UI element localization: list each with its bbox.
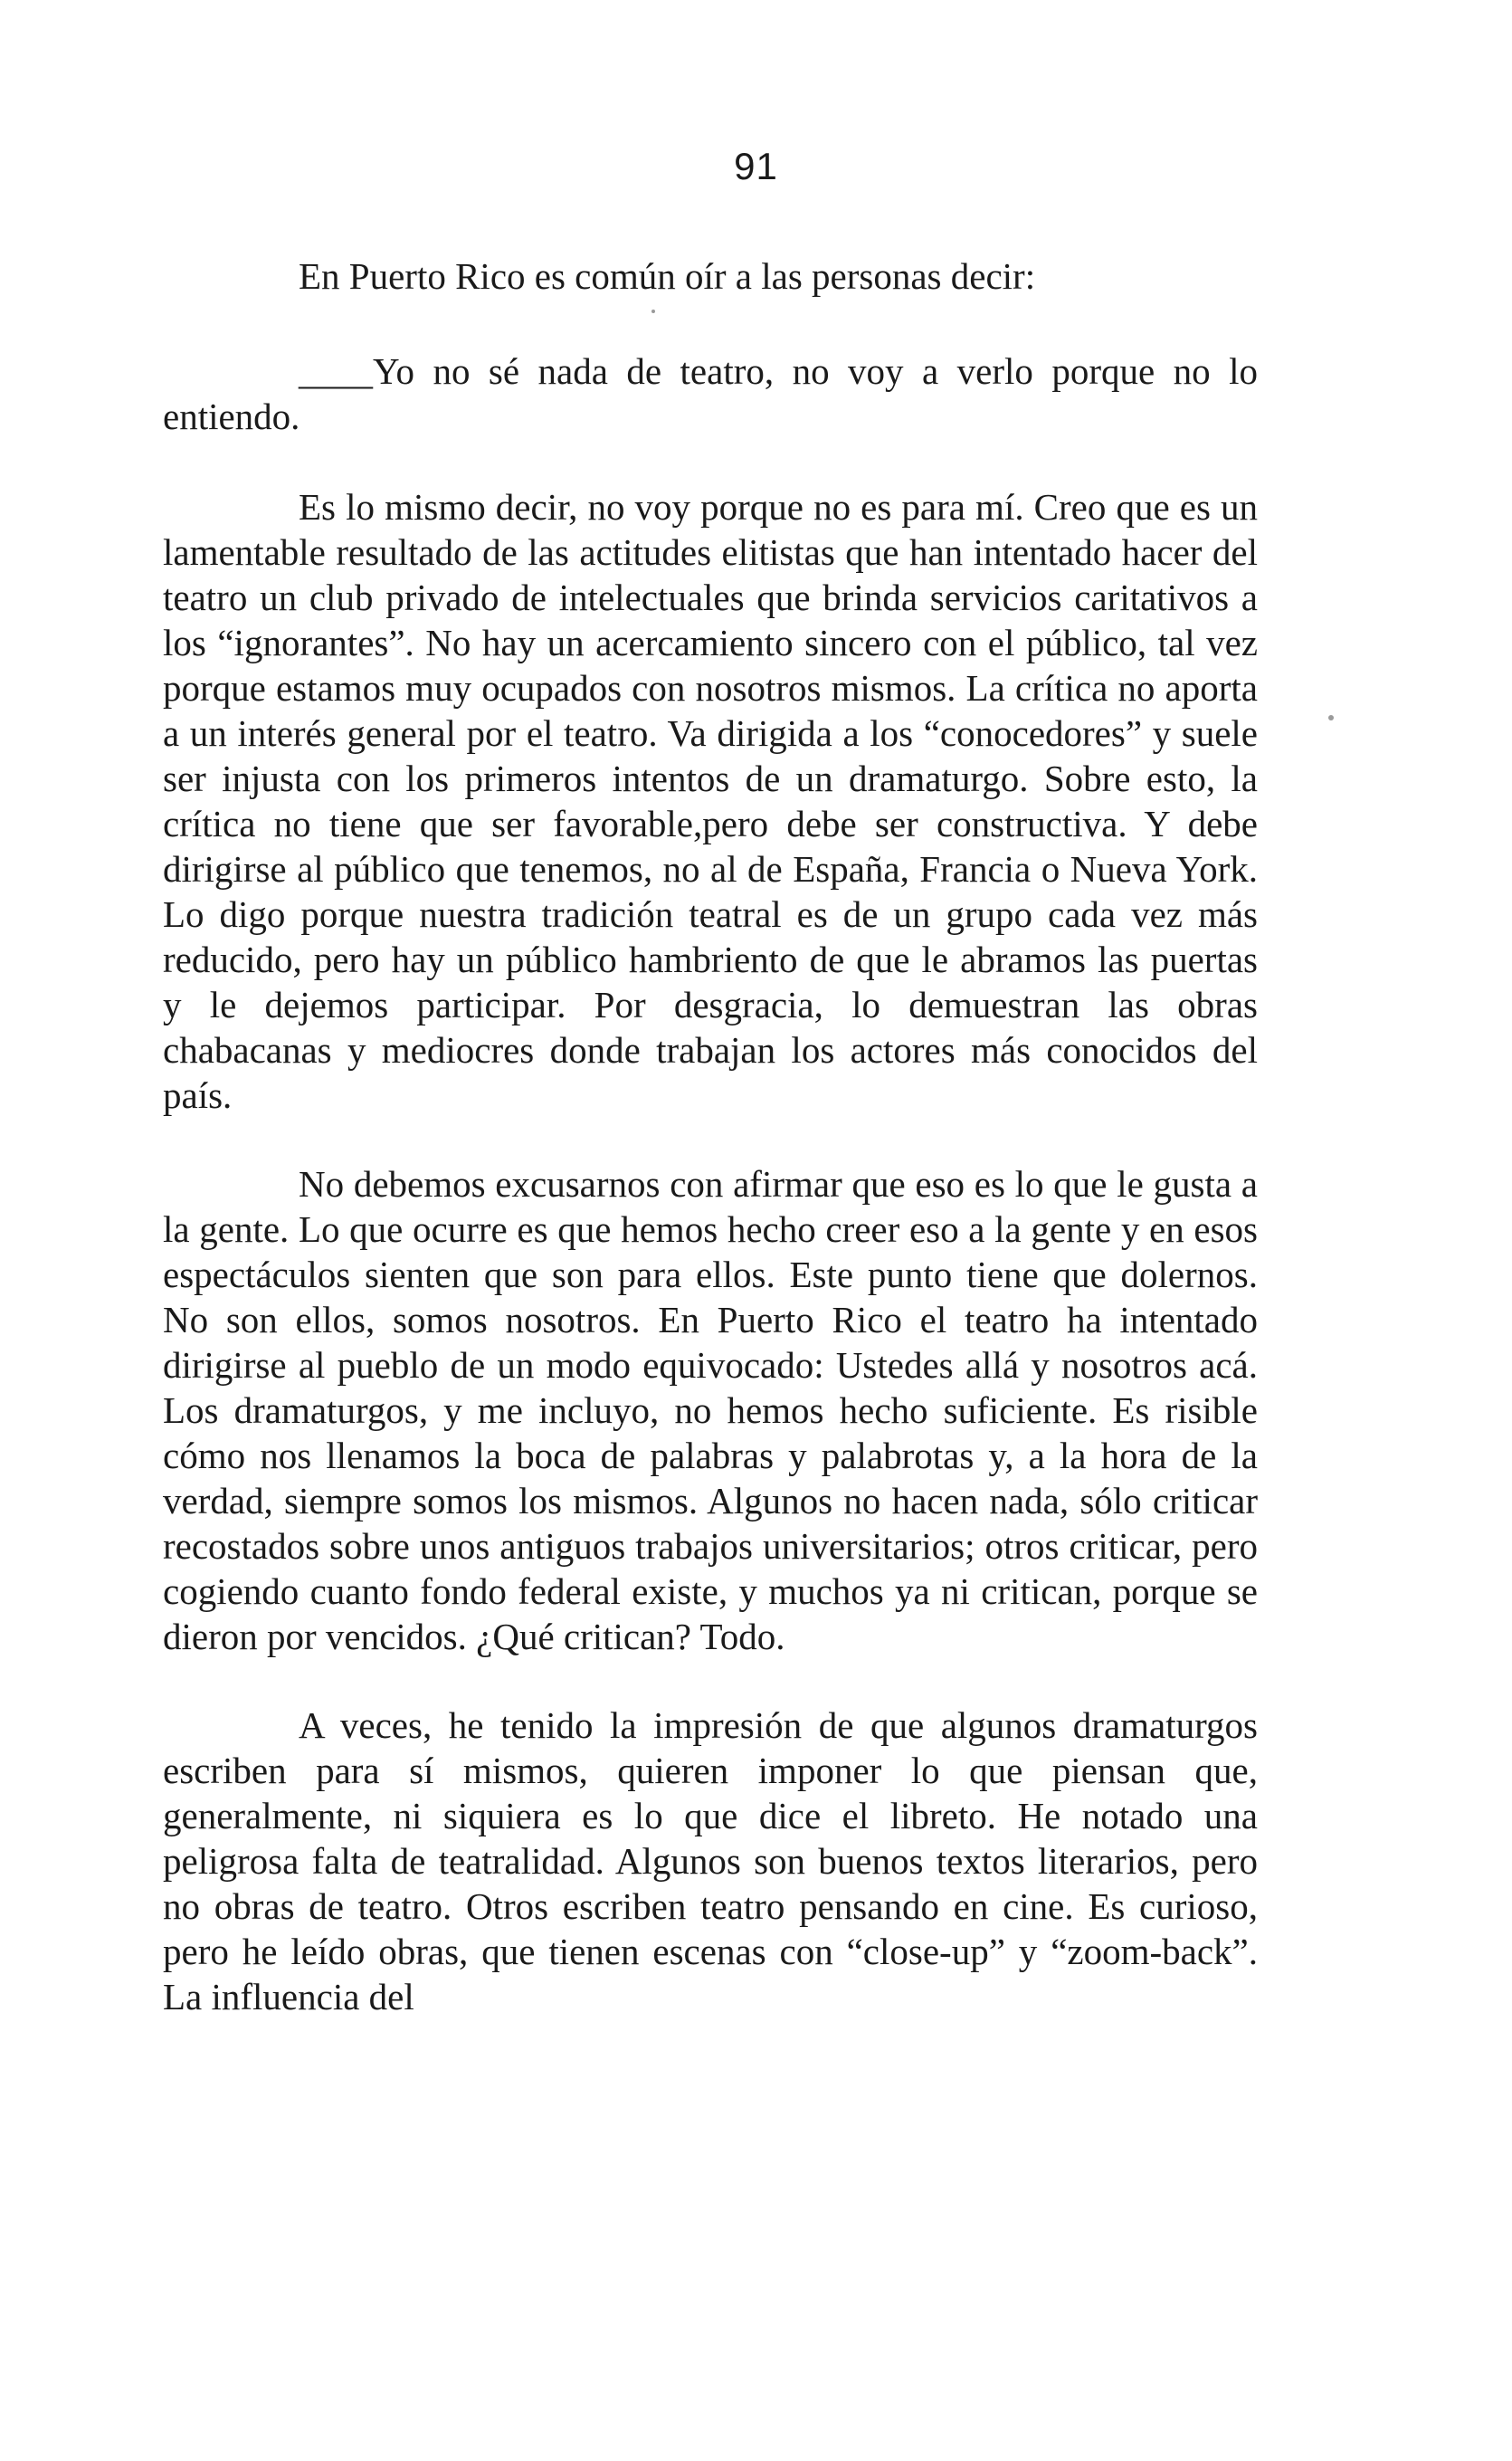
scan-speck	[651, 310, 655, 313]
paragraph-3: A veces, he tenido la impresión de que algunos dramaturgos escriben para sí mismos, quieren imponer lo que piensan que, generalmente, ni siquiera es lo que dice el libreto. He notado una peligrosa falta de teatralidad. Algunos son buenos textos literarios, pero no obras de teatro. Otros escriben teatro pensando en cine. Es curioso, pero he leído obras, que tienen escenas con “close-up” y “zoom-back”. La influencia del	[163, 1704, 1258, 2017]
paragraph-1: Es lo mismo decir, no voy porque no es para mí. Creo que es un lamentable resultado de las actitudes elitistas que han intentado hacer del teatro un club privado de intelectuales que brinda servicios caritativos a los “ignorantes”. No hay un acercamiento sincero con el público, tal vez porque estamos muy ocupados con nosotros mismos. La crítica no aporta a un interés general por el teatro. Va dirigida a los “conocedores” y suele ser injusta con los primeros intentos de un dramaturgo. Sobre esto, la crítica no tiene que ser favorable,pero debe ser constructiva. Y debe dirigirse al público que tenemos, no al de España, Francia o Nueva York. Lo digo porque nuestra tradición teatral es de un grupo cada vez más reducido, pero hay un público hambriento de que le abramos las puertas y le dejemos participar. Por desgracia, lo demuestran las obras chabacanas y mediocres donde trabajan los actores más conocidos del país.	[163, 486, 1258, 1116]
quoted-dialogue: ____Yo no sé nada de teatro, no voy a verlo porque no lo entiendo.	[163, 350, 1258, 437]
intro-line: En Puerto Rico es común oír a las personas decir:	[299, 255, 1036, 297]
scan-speck	[1328, 715, 1334, 720]
paragraph-2: No debemos excusarnos con afirmar que eso es lo que le gusta a la gente. Lo que ocurre es que hemos hecho creer eso a la gente y en esos espectáculos sienten que son para ellos. Este punto tiene que dolernos. No son ellos, somos nosotros. En Puerto Rico el teatro ha intentado dirigirse al pueblo de un modo equivocado: Ustedes allá y nosotros acá. Los dramaturgos, y me incluyo, no hemos hecho suficiente. Es risible cómo nos llenamos la boca de palabras y palabrotas y, a la hora de la verdad, siempre somos los mismos. Algunos no hacen nada, sólo criticar recostados sobre unos antiguos trabajos universitarios; otros criticar, pero cogiendo cuanto fondo federal existe, y muchos ya ni critican, porque se dieron por vencidos. ¿Qué critican? Todo.	[163, 1163, 1258, 1657]
page-number: 91	[734, 145, 778, 187]
body-text	[163, 253, 1258, 2019]
